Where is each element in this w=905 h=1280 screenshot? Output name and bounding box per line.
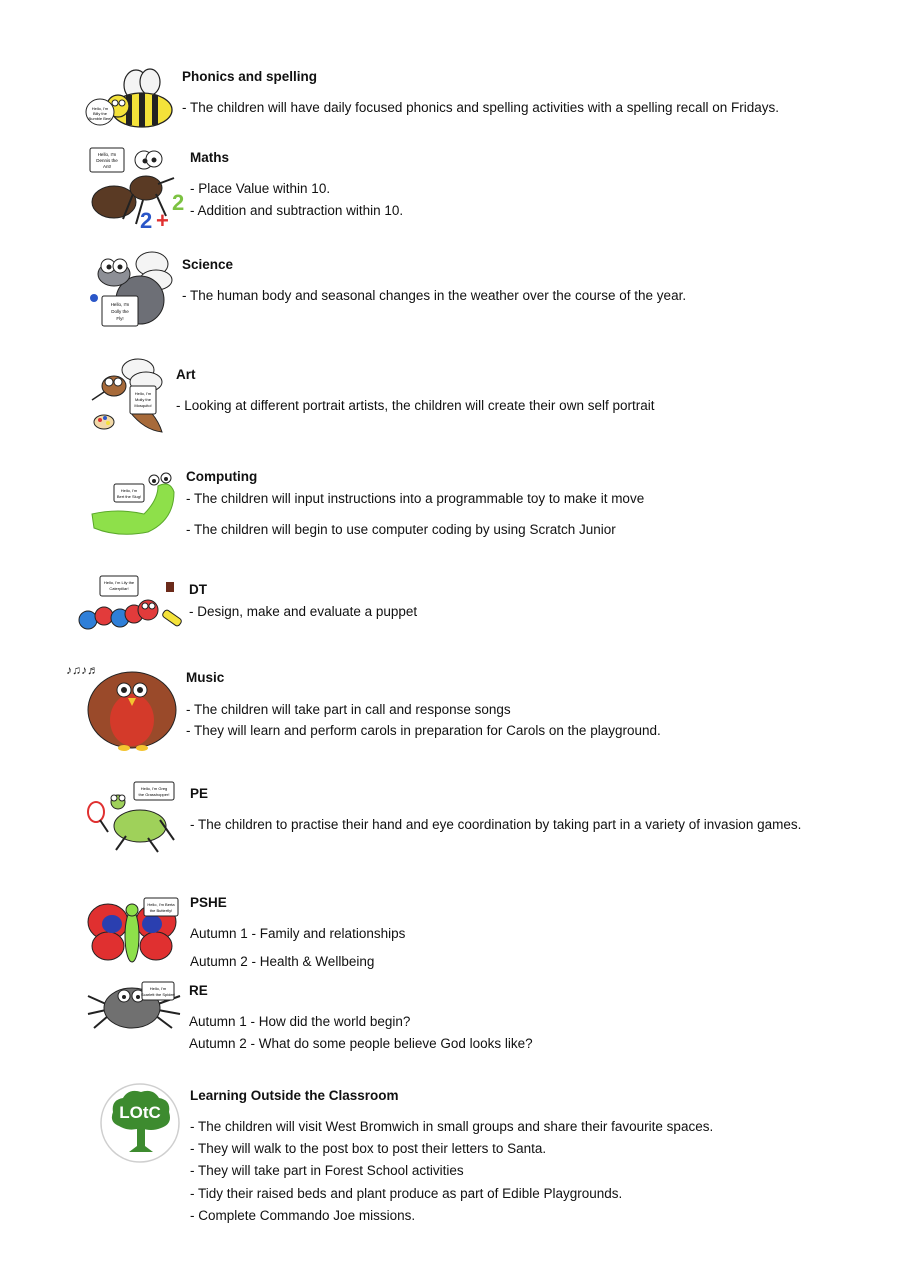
svg-text:Fly!: Fly!	[116, 316, 124, 321]
svg-text:Hello, I'm: Hello, I'm	[97, 152, 117, 157]
section-line: - They will learn and perform carols in preparation for Carols on the playground.	[186, 723, 661, 738]
section-line: - The children will take part in call and response songs	[186, 702, 511, 717]
section-line: - Tidy their raised beds and plant produce as part of Edible Playgrounds.	[190, 1186, 623, 1201]
svg-text:Hello, I'm: Hello, I'm	[149, 986, 167, 991]
section-line: - The children to practise their hand and eye coordination by taking part in a variety of invasion games.	[190, 817, 802, 832]
svg-text:Hello, I'm: Hello, I'm	[110, 302, 130, 307]
bee-icon	[84, 68, 180, 136]
grasshopper-icon	[86, 780, 182, 858]
section-line: - The children will have daily focused phonics and spelling activities with a spelling recall on Fridays.	[182, 100, 780, 115]
section-title-lotc: Learning Outside the Classroom	[190, 1088, 399, 1103]
section-title-phonics: Phonics and spelling	[182, 69, 318, 84]
caterpillar-icon	[76, 574, 188, 638]
svg-text:the Butterfly!: the Butterfly!	[149, 908, 173, 913]
svg-text:Ant!: Ant!	[102, 164, 112, 169]
section-title-music: Music	[186, 670, 225, 685]
section-title-dt: DT	[189, 582, 207, 597]
spider-icon	[86, 980, 182, 1032]
section-line: Autumn 2 - Health & Wellbeing	[190, 954, 375, 969]
section-line: Autumn 1 - Family and relationships	[190, 926, 406, 941]
svg-text:+: +	[156, 208, 169, 232]
section-line: - Complete Commando Joe missions.	[190, 1208, 416, 1223]
loc-logo-text: LOtC	[119, 1103, 161, 1122]
svg-text:2: 2	[140, 208, 153, 232]
svg-text:Billy the: Billy the	[92, 111, 108, 116]
section-line: - Place Value within 10.	[190, 181, 331, 196]
svg-text:Mosquito!: Mosquito!	[134, 403, 152, 408]
section-title-computing: Computing	[186, 469, 258, 484]
svg-text:Scarlett the Spider!: Scarlett the Spider!	[140, 992, 176, 997]
svg-text:Hello, I'm Greg: Hello, I'm Greg	[140, 786, 168, 791]
slug-icon	[88, 470, 184, 542]
fly-icon	[86, 240, 176, 336]
section-title-maths: Maths	[190, 150, 230, 165]
svg-text:Dennis the: Dennis the	[96, 158, 118, 163]
loc-tree-logo	[99, 1082, 181, 1164]
svg-text:Hello, I'm: Hello, I'm	[134, 391, 152, 396]
ant-icon	[88, 144, 186, 232]
butterfly-icon	[86, 896, 180, 968]
section-line: - Design, make and evaluate a puppet	[189, 604, 418, 619]
section-line: - The children will visit West Bromwich in small groups and share their favourite spaces.	[190, 1119, 714, 1134]
svg-text:Hello, I'm: Hello, I'm	[120, 488, 138, 493]
section-title-pe: PE	[190, 786, 209, 801]
svg-text:Dolly the: Dolly the	[111, 309, 129, 314]
section-line: - The human body and seasonal changes in the weather over the course of the year.	[182, 288, 687, 303]
svg-text:Hello, I'm Lily the: Hello, I'm Lily the	[103, 580, 135, 585]
section-line: - The children will input instructions into a programmable toy to make it move	[186, 491, 645, 506]
bee-bubble-text: Hello, I'm	[91, 106, 109, 111]
svg-text:Bert the Slug!: Bert the Slug!	[116, 494, 142, 499]
section-title-pshe: PSHE	[190, 895, 227, 910]
svg-text:♪♫♪♬: ♪♫♪♬	[66, 663, 99, 677]
section-line: - Addition and subtraction within 10.	[190, 203, 404, 218]
svg-text:the Grasshopper!: the Grasshopper!	[138, 792, 170, 797]
section-line: Autumn 2 - What do some people believe God looks like?	[189, 1036, 533, 1051]
svg-text:Hello, I'm Berta: Hello, I'm Berta	[147, 902, 175, 907]
section-title-science: Science	[182, 257, 234, 272]
section-line: - Looking at different portrait artists, the children will create their own self portrait	[176, 398, 655, 413]
svg-text:Caterpillar!: Caterpillar!	[109, 586, 129, 591]
section-title-art: Art	[176, 367, 196, 382]
section-line: - They will walk to the post box to post their letters to Santa.	[190, 1141, 547, 1156]
robin-icon	[66, 660, 182, 754]
section-title-re: RE	[189, 983, 208, 998]
section-line: - The children will begin to use computer coding by using Scratch Junior	[186, 522, 616, 537]
section-line: - They will take part in Forest School activities	[190, 1163, 464, 1178]
svg-text:2: 2	[172, 190, 185, 215]
svg-text:Molly the: Molly the	[134, 397, 152, 402]
section-line: Autumn 1 - How did the world begin?	[189, 1014, 411, 1029]
mosquito-icon	[90, 356, 170, 438]
svg-text:Bumble Bee!: Bumble Bee!	[88, 116, 112, 121]
